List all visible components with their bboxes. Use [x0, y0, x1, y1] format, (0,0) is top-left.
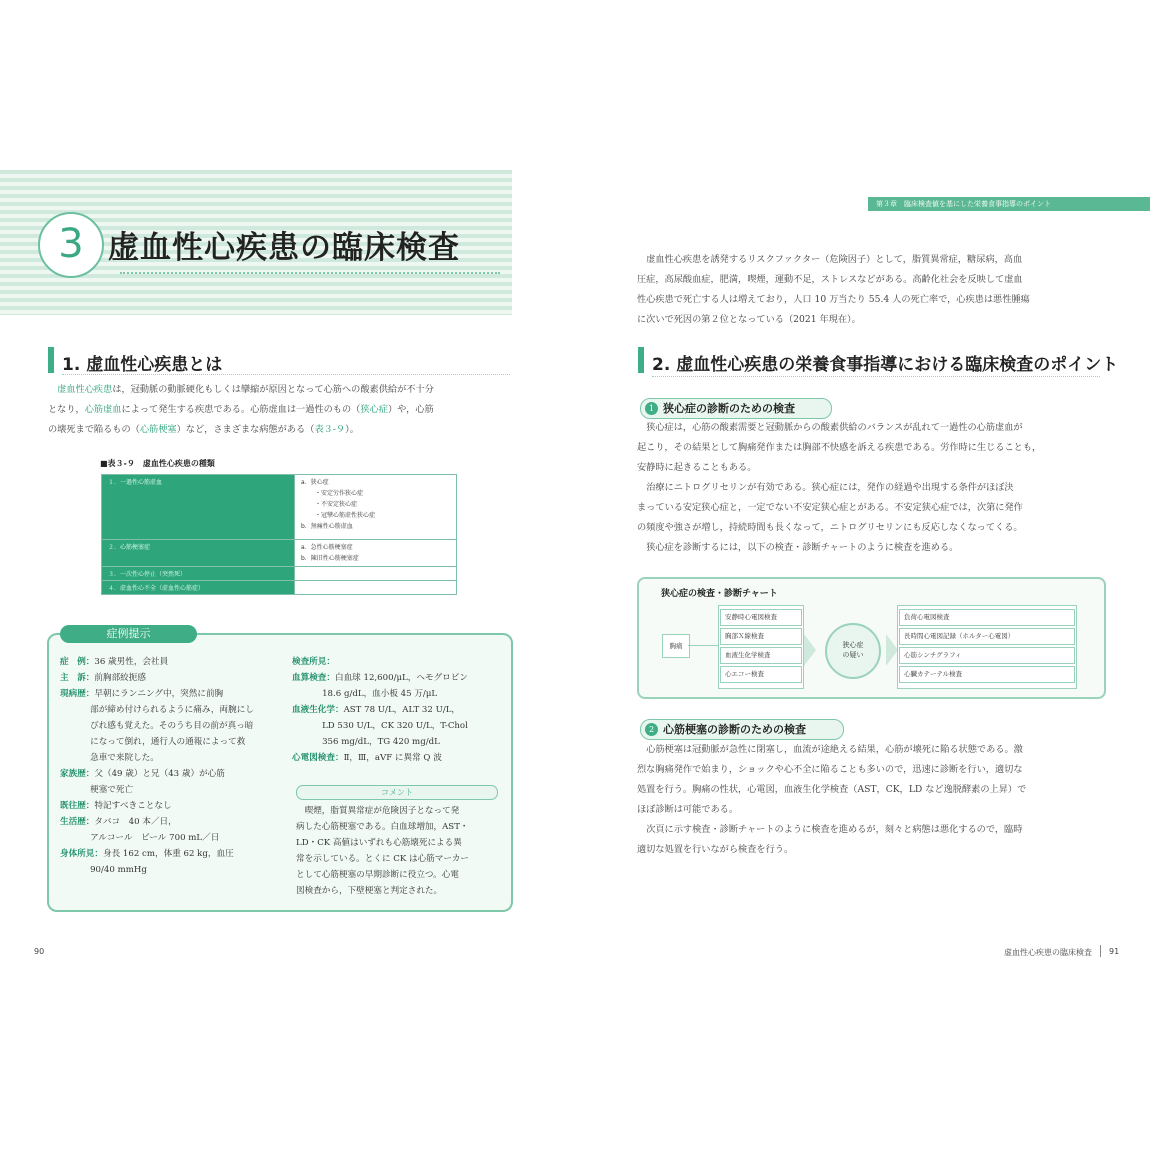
case-row: [60, 862, 282, 878]
comment-line: 喫煙，脂質異常症が危険因子となって発: [304, 806, 460, 816]
text-line: 処置を行う。胸痛の性状，心電図，血液生化学検査（AST，CK，LD など逸脱酵素の上昇）で: [637, 784, 1027, 795]
sub1-title: 狭心症の診断のための検査: [663, 402, 795, 415]
sub2-heading: [640, 719, 844, 740]
case-key: 家族歴：: [60, 769, 95, 779]
comment-line: 常を示している。とくに CK は心筋マーカー: [296, 854, 469, 864]
first-test: 胸部Ｘ線検査: [720, 628, 802, 645]
table-value: b．陳旧性心筋梗塞症: [301, 555, 359, 562]
right-intro: [637, 250, 1103, 330]
table-row: [102, 581, 457, 595]
table-ref: 表３-９: [314, 424, 346, 435]
intro-line-1: [48, 380, 514, 400]
table-row-label: ４．虚血性心不全（虚血性心筋症）: [102, 581, 295, 595]
section1-title: 1. 虚血性心疾患とは: [62, 355, 223, 375]
footer-title: 虚血性心疾患の臨床検査: [1004, 948, 1092, 957]
ihd-types-table: [101, 474, 457, 595]
table-row-label: ３．一次性心停止（突然死）: [102, 567, 295, 581]
table-caption: ■表３-９ 虚血性心疾患の種類: [100, 459, 215, 468]
case-key: 症 例：: [60, 657, 95, 667]
page-number-right: 91: [1109, 947, 1120, 956]
table-row-label: １．一過性心筋虚血: [102, 475, 295, 540]
term-infarction: 心筋梗塞: [139, 424, 177, 435]
first-test: 心エコー検査: [720, 666, 802, 683]
text-line: 狭心症を診断するには，以下の検査・診断チャートのように検査を進める。: [646, 542, 959, 553]
center-line: の疑い: [842, 651, 864, 659]
table-row-values: [295, 475, 457, 540]
case-value: 90/40 mmHg: [90, 865, 147, 875]
chart-center: [825, 623, 881, 679]
chapter-divider: [120, 272, 500, 274]
case-value: AST 78 U/L，ALT 32 U/L，: [343, 705, 461, 715]
text-span: の壊死まで陥るもの（: [48, 424, 140, 435]
text-span: は，冠動脈の動脈硬化もしくは攣縮が原因となって心筋への酸素供給が不十分: [112, 384, 434, 395]
table-row-label: ２．心筋梗塞症: [102, 540, 295, 567]
running-header: 第３章 臨床検査値を基にした栄養食事指導のポイント: [868, 197, 1150, 211]
text-line: 次頁に示す検査・診断チャートのように検査を進めるが，刻々と病態は悪化するので，臨時: [646, 824, 1023, 835]
case-row: [60, 686, 282, 702]
text-line: 適切な処置を行いながら検査を行う。: [637, 844, 794, 855]
center-line: 狭心症: [842, 641, 864, 649]
comment-line: 病した心筋梗塞である。白血球増加，AST・: [296, 822, 469, 832]
table-value: a．狭心症: [301, 479, 329, 486]
case-row: [60, 782, 282, 798]
case-value: 父（49 歳）と兄（43 歳）が心筋: [94, 769, 225, 779]
case-row: [292, 702, 502, 718]
sub2-text: [637, 740, 1103, 860]
section2-divider: [652, 376, 1100, 377]
text-span: となり，: [48, 404, 85, 415]
case-value: アルコール ビール 700 mL／日: [90, 833, 220, 843]
chapter-title: 虚血性心疾患の臨床検査: [108, 230, 460, 266]
section1-bar: [48, 347, 54, 373]
case-row: [60, 702, 282, 718]
second-test: 長時間心電図記録（ホルター心電図）: [899, 628, 1075, 645]
table-row-values: [295, 581, 457, 595]
case-value: Ⅱ，Ⅲ，aVF に異常 Q 波: [343, 753, 442, 763]
intro-line-2: [48, 400, 514, 420]
case-row: [60, 814, 282, 830]
case-row: [60, 734, 282, 750]
table-row-values: [295, 567, 457, 581]
case-value: 前胸部絞扼感: [94, 673, 146, 683]
second-test: 心臓カテーテル検査: [899, 666, 1075, 683]
case-key: 身体所見：: [60, 849, 103, 859]
case-value: になって倒れ，通行人の通報によって救: [90, 737, 246, 747]
case-key: 検査所見：: [292, 657, 335, 667]
comment-text: [296, 803, 506, 899]
section1-intro: [48, 380, 514, 440]
case-row: [60, 670, 282, 686]
text-line: 起こり，その結果として胸痛発作または胸部不快感を訴える疾患である。労作時に生じることも，: [637, 442, 1042, 453]
text-line: 治療にニトログリセリンが有効である。狭心症には，発作の経過や出現する条件がほぼ決: [646, 482, 1014, 493]
case-value: 早朝にランニング中，突然に前胸: [94, 689, 224, 699]
section1-divider: [62, 374, 510, 375]
case-value: 18.6 g/dL，血小板 45 万/μL: [322, 689, 438, 699]
case-value: 白血球 12,600/μL，ヘモグロビン: [334, 673, 468, 683]
case-row: [60, 830, 282, 846]
case-key: 血液生化学：: [292, 705, 344, 715]
comment-tab: コメント: [296, 785, 498, 800]
case-row: [292, 718, 502, 734]
case-row: [292, 686, 502, 702]
case-row: [292, 670, 502, 686]
case-value: 急車で来院した。: [90, 753, 159, 763]
comment-line: 図検査から，下壁梗塞と判定された。: [296, 886, 443, 896]
case-value: 身長 162 cm，体重 62 kg，血圧: [102, 849, 234, 859]
table-row: [102, 475, 457, 540]
comment-line: LD・CK 高値はいずれも心筋壊死による異: [296, 838, 462, 848]
case-row: [60, 718, 282, 734]
first-test: 血液生化学検査: [720, 647, 802, 664]
term-ischemia: 心筋虚血: [84, 404, 122, 415]
text-span: ）など，さまざまな病態がある（: [176, 424, 315, 435]
case-row: [292, 654, 502, 670]
case-value: 356 mg/dL，TG 420 mg/dL: [322, 737, 440, 747]
text-line: 烈な胸痛発作で始まり，ショックや心不全に陥ることも多いので，迅速に診断を行い，適切な: [637, 764, 1023, 775]
intro-line-3: [48, 420, 514, 440]
second-test: 心筋シンチグラフィ: [899, 647, 1075, 664]
case-details: [60, 654, 282, 878]
case-value: びれ感も覚えた。そのうち目の前が真っ暗: [90, 721, 254, 731]
case-value: LD 530 U/L，CK 320 U/L，T-Chol: [322, 721, 468, 731]
text-line: 性心疾患で死亡する人は増えており，人口 10 万当たり 55.4 人の死亡率で，心疾患は悪性腫瘍: [637, 294, 1030, 305]
case-value: 特記すべきことなし: [94, 801, 172, 811]
table-value: b．無痛性心筋虚血: [301, 523, 353, 530]
first-test: 安静時心電図検査: [720, 609, 802, 626]
footer-divider: [1100, 945, 1101, 957]
text-line: の頻度や強さが増し，持続時間も長くなって，ニトログリセリンにも反応しなくなってくる。: [637, 522, 1023, 533]
sub1-heading: [640, 398, 832, 419]
text-line: 心筋梗塞は冠動脈が急性に閉塞し，血流が途絶える結果，心筋が壊死に陥る状態である。激: [646, 744, 1023, 755]
second-test: 負荷心電図検査: [899, 609, 1075, 626]
table-row: [102, 540, 457, 567]
table-row: [102, 567, 457, 581]
case-key: 生活歴：: [60, 817, 95, 827]
sub2-number: 2: [645, 723, 658, 736]
case-key: 心電図検査：: [292, 753, 344, 763]
case-row: [60, 798, 282, 814]
case-findings: [292, 654, 502, 766]
case-row: [60, 846, 282, 862]
text-line: 狭心症は，心筋の酸素需要と冠動脈からの酸素供給のバランスが乱れて一過性の心筋虚血が: [646, 422, 1023, 433]
case-row: [292, 750, 502, 766]
sub1-text: [637, 418, 1103, 558]
text-line: 安静時に起きることもある。: [637, 462, 757, 473]
text-line: 圧症，高尿酸血症，肥満，喫煙，運動不足，ストレスなどがある。高齢化社会を反映して虚血: [637, 274, 1023, 285]
chart-title: 狭心症の検査・診断チャート: [661, 589, 778, 599]
section2-title: 2. 虚血性心疾患の栄養食事指導における臨床検査のポイント: [652, 355, 1119, 375]
table-value: ・安定労作狭心症: [309, 490, 364, 497]
text-line: に次いで死因の第２位となっている（2021 年現在）。: [637, 314, 861, 325]
term-ihd: 虚血性心疾患: [57, 384, 113, 395]
case-key: 主 訴：: [60, 673, 95, 683]
text-line: ほぼ診断は可能である。: [637, 804, 739, 815]
chapter-number: 3: [38, 212, 104, 278]
text-span: ）。: [345, 424, 359, 435]
text-line: まっている安定狭心症と，一定でない不安定狭心症とがある。不安定狭心症では，次第に発作: [637, 502, 1023, 513]
case-row: [292, 734, 502, 750]
case-key: 既往歴：: [60, 801, 95, 811]
text-span: によって発生する疾患である。心筋虚血は一過性のもの（: [121, 404, 361, 415]
case-tab: 症例提示: [60, 625, 197, 643]
section2-bar: [638, 347, 644, 373]
page-number-left: 90: [34, 947, 45, 956]
text-span: ）や，心筋: [387, 404, 434, 415]
case-key: 現病歴：: [60, 689, 95, 699]
table-value: ・冠攣心筋虚性狭心症: [309, 512, 376, 519]
comment-line: として心筋梗塞の早期診断に役立つ。心電: [296, 870, 459, 880]
arrow-icon: [804, 634, 816, 666]
case-value: 梗塞で死亡: [90, 785, 134, 795]
case-row: [60, 750, 282, 766]
table-value: ・不安定狭心症: [309, 501, 358, 508]
sub1-number: 1: [645, 402, 658, 415]
case-value: 36 歳男性，会社員: [94, 657, 169, 667]
chart-connector: [688, 645, 718, 646]
chart-start: 胸痛: [662, 634, 690, 658]
case-key: 血算検査：: [292, 673, 335, 683]
sub2-title: 心筋梗塞の診断のための検査: [663, 723, 806, 736]
case-row: [60, 766, 282, 782]
case-value: 部が締め付けられるように痛み，両腕にし: [90, 705, 254, 715]
case-row: [60, 654, 282, 670]
table-value: a．急性心筋梗塞症: [301, 544, 353, 551]
term-angina: 狭心症: [360, 404, 388, 415]
table-row-values: [295, 540, 457, 567]
case-value: タバコ 40 本／日，: [94, 817, 177, 827]
text-line: 虚血性心疾患を誘発するリスクファクター（危険因子）として，脂質異常症，糖尿病，高血: [646, 254, 1023, 265]
